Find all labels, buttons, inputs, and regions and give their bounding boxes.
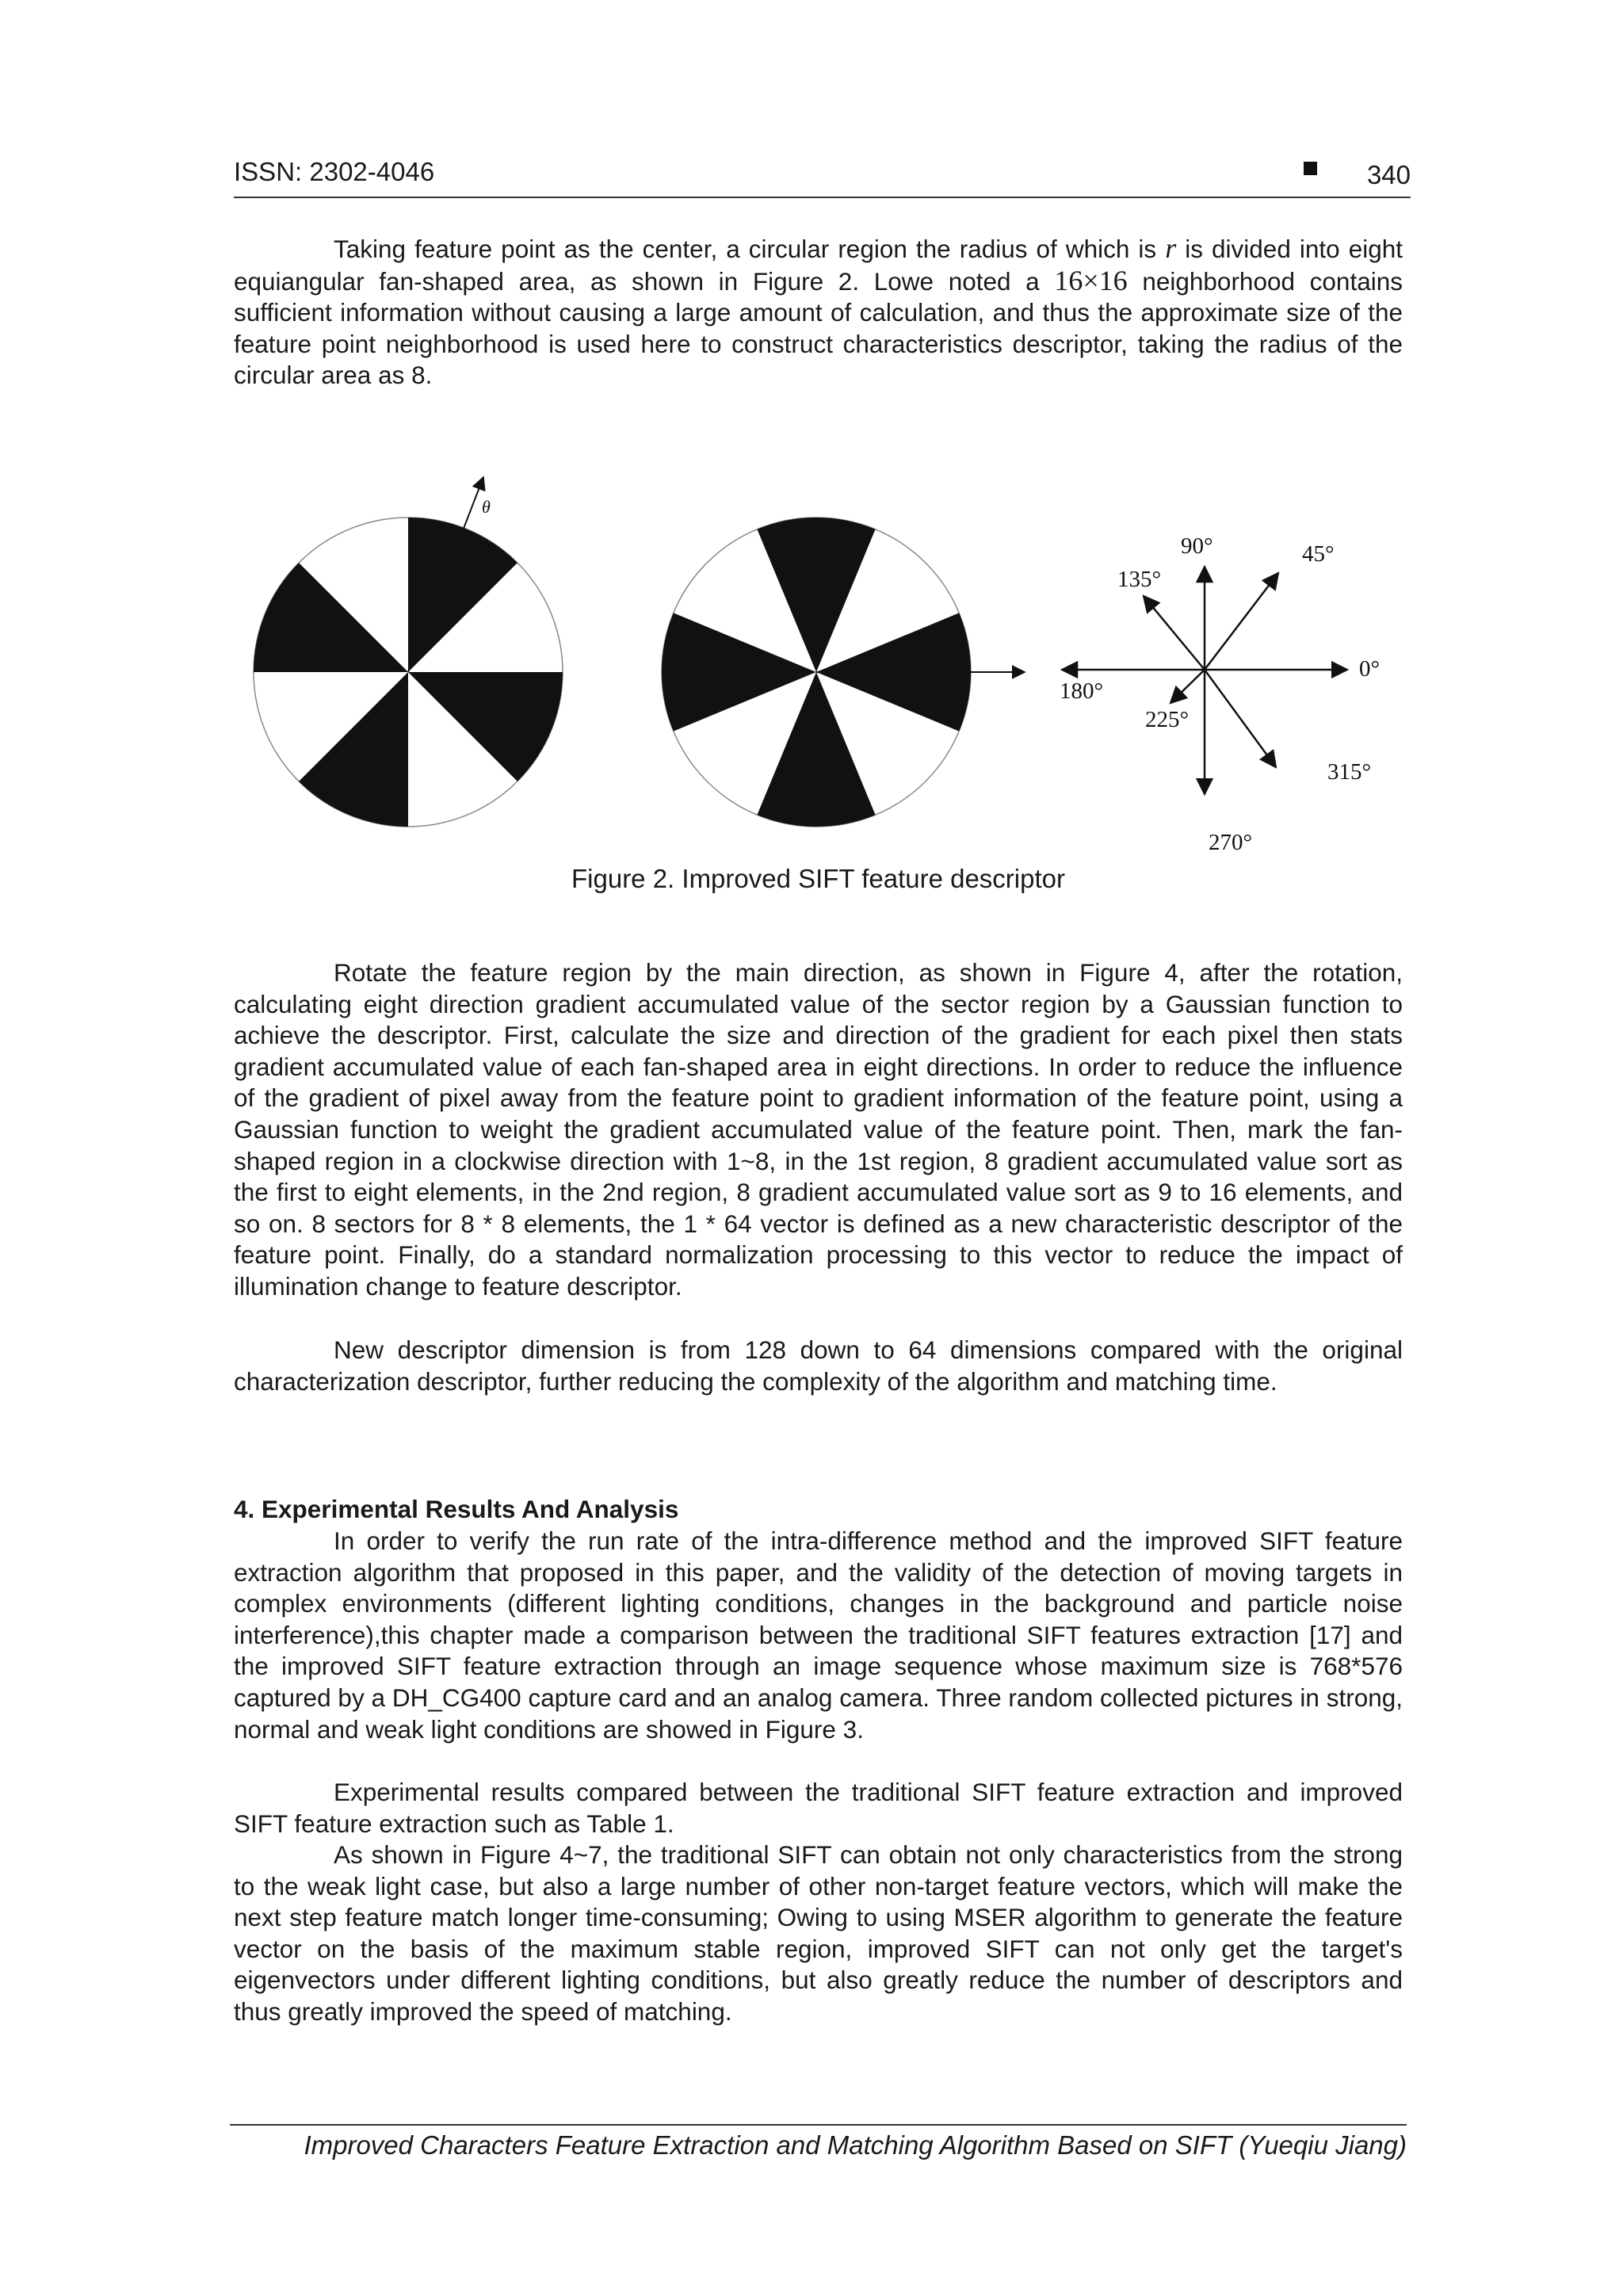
footer-title: Improved Characters Feature Extraction and Matching Algorithm Based on SIFT (Yueqiu Jiang) bbox=[304, 2130, 1407, 2160]
direction-compass bbox=[1060, 533, 1380, 855]
arrow-225 bbox=[1170, 670, 1205, 703]
rotated-sector-circle bbox=[254, 477, 563, 827]
figure-2-diagram bbox=[234, 468, 1423, 864]
figure-caption: Figure 2. Improved SIFT feature descriptor bbox=[571, 864, 1065, 893]
paragraph-descriptor-intro bbox=[234, 233, 1403, 392]
paragraph-text: neighborhood contains sufficient information without causing a large amount of calculation, and thus the approximate size of the feature point neighborhood is used here to construct characteristics descriptor, taking the radius of the circular area as 8. bbox=[234, 266, 1403, 390]
arrow-315 bbox=[1205, 670, 1276, 767]
math-variable-r: r bbox=[1165, 232, 1177, 264]
sector-circle bbox=[662, 518, 1025, 827]
label-270: 270° bbox=[1209, 830, 1253, 855]
square-bullet-icon bbox=[1304, 162, 1317, 175]
label-90: 90° bbox=[1181, 533, 1213, 559]
page-header bbox=[234, 155, 1411, 198]
math-neighborhood-size: 16×16 bbox=[1054, 264, 1128, 296]
label-135: 135° bbox=[1117, 567, 1162, 592]
page-footer bbox=[230, 2124, 1407, 2160]
paragraph-analysis: As shown in Figure 4~7, the traditional SIFT can obtain not only characteristics from the strong to the weak light case, but also a large number of other non-target feature vectors, which will make the next step feature match longer time-consuming; Owing to using MSER algorithm to generate the feature vector on the basis of the maximum stable region, improved SIFT can not only get the target's eigenvectors under different lighting conditions, but also greatly reduce the number of descriptors and thus greatly improved the speed of matching. bbox=[234, 1840, 1403, 2026]
paragraph-dimension: New descriptor dimension is from 128 down to 64 dimensions compared with the original characterization descriptor, further reducing the complexity of the algorithm and matching time. bbox=[234, 1335, 1403, 1396]
issn-label: ISSN: 2302-4046 bbox=[234, 157, 435, 186]
paragraph-rotation: Rotate the feature region by the main direction, as shown in Figure 4, after the rotation, calculating eight direction gradient accumulated value of the sector region by a Gaussian function to achieve the descriptor. First, calculate the size and direction of the gradient for each pixel then stats gradient accumulated value of each fan-shaped area in eight directions. In order to reduce the influence of the gradient of pixel away from the feature point to gradient information of the feature point, using a Gaussian function to weight the gradient accumulated value of the feature point. Then, mark the fan-shaped region in a clockwise direction with 1~8, in the 1st region, 8 gradient accumulated value sort as the first to eight elements, in the 2nd region, 8 gradient accumulated value sort as 9 to 16 elements, and so on. 8 sectors for 8 * 8 elements, the 1 * 64 vector is defined as a new characteristic descriptor of the feature point. Finally, do a standard normalization processing to this vector to reduce the impact of illumination change to feature descriptor. bbox=[234, 958, 1403, 1301]
paragraph-text: Taking feature point as the center, a circular region the radius of which is bbox=[334, 235, 1166, 263]
label-180: 180° bbox=[1060, 678, 1104, 704]
arrow-45 bbox=[1205, 573, 1278, 670]
section-heading: 4. Experimental Results And Analysis bbox=[234, 1495, 679, 1523]
label-315: 315° bbox=[1327, 759, 1372, 785]
arrow-135 bbox=[1144, 596, 1205, 670]
paragraph-results: Experimental results compared between the traditional SIFT feature extraction and improved SIFT feature extraction such as Table 1. bbox=[234, 1778, 1403, 1838]
paragraph-text: is divided into eight equiangular fan-shaped area, as shown in Figure 2. Lowe noted a bbox=[234, 235, 1403, 296]
label-45: 45° bbox=[1302, 541, 1335, 567]
theta-label: θ bbox=[482, 497, 491, 517]
page-number: 340 bbox=[1366, 160, 1411, 189]
label-0: 0° bbox=[1359, 656, 1381, 682]
label-225: 225° bbox=[1145, 707, 1190, 732]
paragraph-experiment: In order to verify the run rate of the intra-difference method and the improved SIFT feature extraction algorithm that proposed in this paper, and the validity of the detection of moving targets in complex environments (different lighting conditions, changes in the background and particle noise interference),this chapter made a comparison between the traditional SIFT features extraction [17] and the improved SIFT feature extraction through an image sequence whose maximum size is 768*576 captured by a DH_CG400 capture card and an analog camera. Three random collected pictures in strong, normal and weak light conditions are showed in Figure 3. bbox=[234, 1526, 1403, 1744]
